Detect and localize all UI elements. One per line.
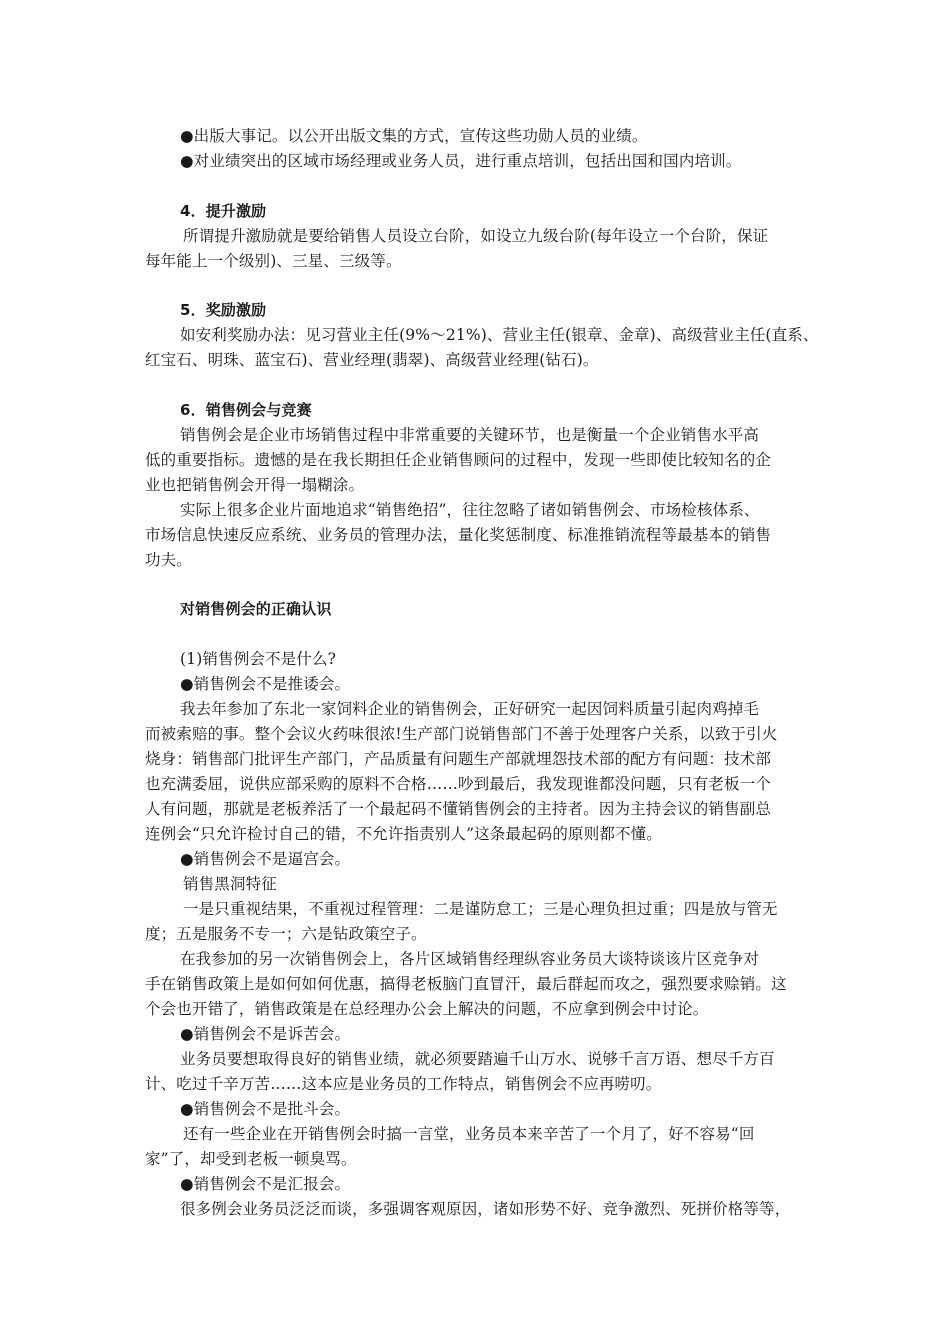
bullet-key-training: ●对业绩突出的区域市场经理或业务人员，进行重点培训，包括出国和国内培训。 (180, 152, 742, 170)
bullet-not-reporting: ●销售例会不是汇报会。 (180, 1175, 351, 1193)
heading-correct-understanding: 对销售例会的正确认识 (180, 600, 332, 618)
heading-promotion-incentive: 4．提升激励 (180, 202, 267, 220)
paragraph-line: 如安利奖励办法：见习营业主任(9%～21%)、营业主任(银章、金章)、高级营业主任(直系、 (180, 326, 819, 344)
bullet-not-denouncing: ●销售例会不是批斗会。 (180, 1100, 351, 1118)
paragraph-line: 低的重要指标。遗憾的是在我长期担任企业销售顾问的过程中，发现一些即使比较知名的企 (145, 451, 772, 469)
subheading-black-hole: 销售黑洞特征 (183, 875, 277, 893)
paragraph-line: 业也把销售例会开得一塌糊涂。 (145, 476, 365, 494)
paragraph-line: 所谓提升激励就是要给销售人员设立台阶，如设立九级台阶(每年设立一个台阶，保证 (183, 227, 769, 245)
subheading-what-not: (1)销售例会不是什么? (180, 650, 337, 668)
paragraph-line: 实际上很多企业片面地追求“销售绝招”，往往忽略了诸如销售例会、市场检核体系、 (180, 501, 760, 519)
paragraph-line: 销售例会是企业市场销售过程中非常重要的关键环节，也是衡量一个企业销售水平高 (180, 426, 760, 444)
paragraph-line: 每年能上一个级别)、三星、三级等。 (145, 252, 402, 270)
paragraph-line: 人有问题，那就是老板养活了一个最起码不懂销售例会的主持者。因为主持会议的销售副总 (145, 800, 772, 818)
bullet-not-complaining: ●销售例会不是诉苦会。 (180, 1025, 351, 1043)
heading-reward-incentive: 5．奖励激励 (180, 301, 267, 319)
paragraph-line: 计、吃过千辛万苦……这本应是业务员的工作特点，销售例会不应再唠叨。 (145, 1075, 662, 1093)
paragraph-line: 一是只重视结果，不重视过程管理：二是谨防怠工；三是心理负担过重；四是放与管无 (183, 900, 778, 918)
paragraph-line: 功夫。 (145, 551, 192, 569)
paragraph-line: 烧身：销售部门批评生产部门，产品质量有问题生产部就埋怨技术部的配方有问题：技术部 (145, 750, 772, 768)
paragraph-line: 很多例会业务员泛泛而谈，多强调客观原因，诸如形势不好、竞争激烈、死拼价格等等， (180, 1200, 791, 1218)
paragraph-line: 我去年参加了东北一家饲料企业的销售例会，正好研究一起因饲料质量引起肉鸡掉毛 (180, 700, 760, 718)
paragraph-line: 而被索赔的事。整个会议火药味很浓!生产部门说销售部门不善于处理客户关系，以致于引火 (145, 725, 778, 743)
paragraph-line: 红宝石、明珠、蓝宝石)、营业经理(翡翠)、高级营业经理(钻石)。 (145, 351, 599, 369)
paragraph-line: 业务员要想取得良好的销售业绩，就必须要踏遍千山万水、说够千言万语、想尽千方百 (180, 1050, 775, 1068)
paragraph-line: 家”了，却受到老板一顿臭骂。 (145, 1150, 357, 1168)
paragraph-line: 个会也开错了，销售政策是在总经理办公会上解决的问题，不应拿到例会中讨论。 (145, 1000, 709, 1018)
heading-sales-meeting: 6．销售例会与竞赛 (180, 401, 312, 419)
paragraph-line: 连例会“只允许检讨自己的错，不允许指责别人”这条最起码的原则都不懂。 (145, 825, 662, 843)
paragraph-line: 手在销售政策上是如何如何优惠，搞得老板脑门直冒汗，最后群起而攻之，强烈要求赊销。这 (145, 975, 787, 993)
paragraph-line: 在我参加的另一次销售例会上，各片区域销售经理纵容业务员大谈特谈该片区竞争对 (180, 950, 760, 968)
paragraph-line: 还有一些企业在开销售例会时搞一言堂，业务员本来辛苦了一个月了，好不容易“回 (183, 1125, 755, 1143)
paragraph-line: 市场信息快速反应系统、业务员的管理办法，量化奖惩制度、标准推销流程等最基本的销售 (145, 526, 772, 544)
bullet-not-shirking: ●销售例会不是推诿会。 (180, 675, 351, 693)
paragraph-line: 度；五是服务不专一；六是钻政策空子。 (145, 925, 427, 943)
bullet-not-coercion: ●销售例会不是逼宫会。 (180, 850, 351, 868)
paragraph-line: 也充满委屈，说供应部采购的原料不合格……吵到最后，我发现谁都没问题，只有老板一个 (145, 775, 772, 793)
bullet-publish-record: ●出版大事记。以公开出版文集的方式，宣传这些功勋人员的业绩。 (180, 127, 648, 145)
